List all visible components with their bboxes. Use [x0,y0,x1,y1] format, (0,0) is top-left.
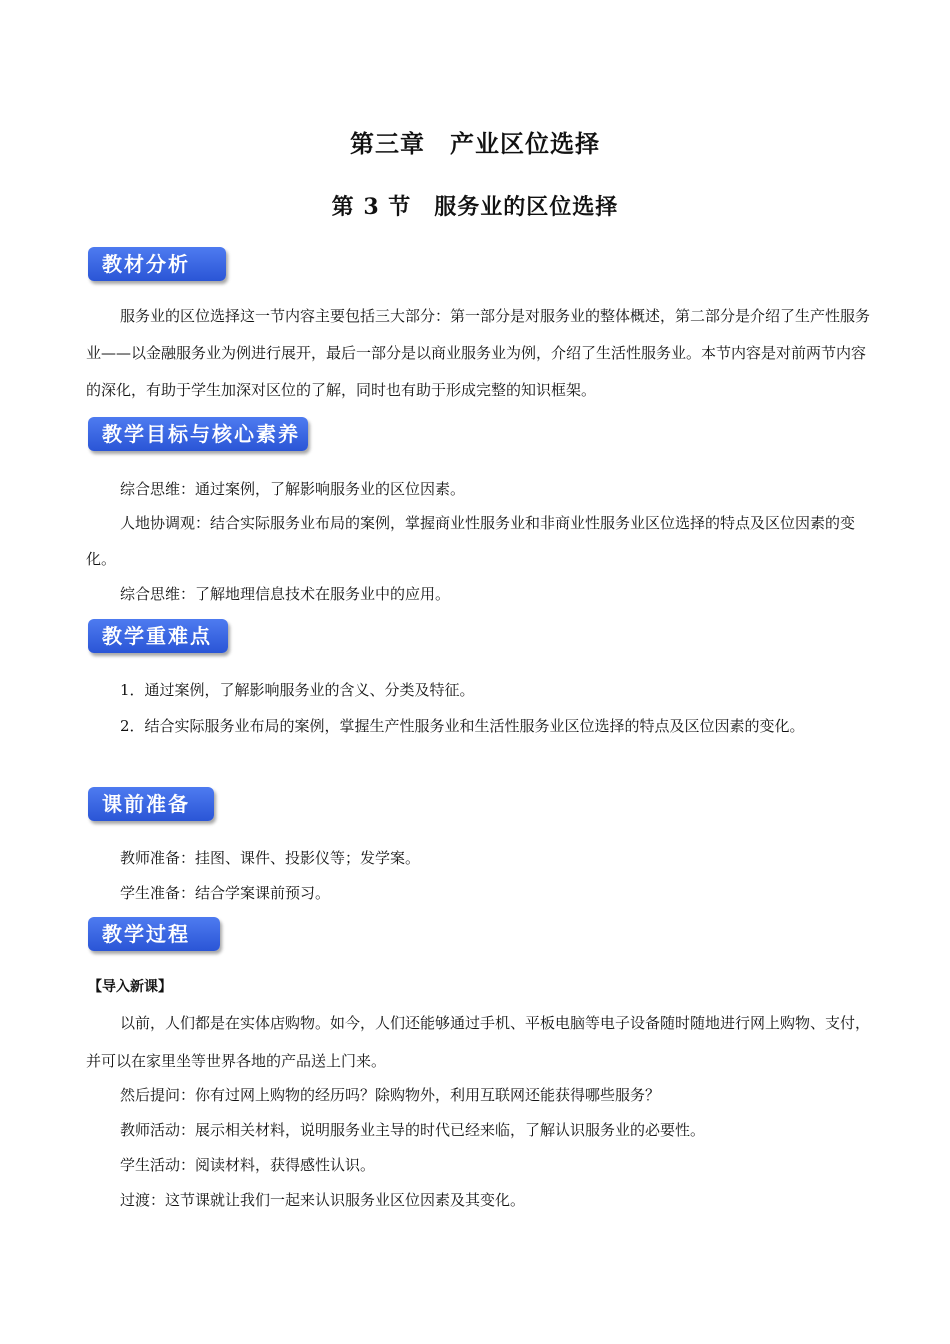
objective-item-2: 人地协调观：结合实际服务业布局的案例，掌握商业性服务业和非商业性服务业区位选择的特点及区位因素的变化。 [86,514,856,568]
process-paragraph-1: 以前，人们都是在实体店购物。如今，人们还能够通过手机、平板电脑等电子设备随时随地进行网上购物、支付，并可以在家里坐等世界各地的产品送上门来。 [86,1014,871,1070]
preparation-student: 学生准备：结合学案课前预习。 [120,884,331,902]
key-point-item-2: 2．结合实际服务业布局的案例，掌握生产性服务业和生活性服务业区位选择的特点及区位因素的变化。 [120,717,805,735]
heading-objectives-badge: 教学目标与核心素养 [88,417,308,451]
heading-key-points-badge: 教学重难点 [88,619,228,653]
chapter-title: 第三章 产业区位选择 [350,129,600,158]
objective-item-1: 综合思维：通过案例，了解影响服务业的区位因素。 [120,480,466,498]
preparation-teacher: 教师准备：挂图、课件、投影仪等；发学案。 [120,849,421,867]
heading-analysis-badge: 教材分析 [88,247,226,281]
objective-item-3: 综合思维：了解地理信息技术在服务业中的应用。 [120,585,451,603]
heading-preparation-badge: 课前准备 [88,787,214,821]
process-paragraph-5: 过渡：这节课就让我们一起来认识服务业区位因素及其变化。 [120,1191,526,1209]
process-paragraph-3: 教师活动：展示相关材料，说明服务业主导的时代已经来临，了解认识服务业的必要性。 [120,1121,706,1139]
key-point-item-1: 1．通过案例，了解影响服务业的含义、分类及特征。 [120,681,475,699]
analysis-paragraph: 服务业的区位选择这一节内容主要包括三大部分：第一部分是对服务业的整体概述，第二部分是介绍了生产性服务业——以金融服务业为例进行展开，最后一部分是以商业服务业为例，介绍了生活性服务业。本节内容是对前两节内容的深化，有助于学生加深对区位的了解，同时也有助于形成完整的知识框架。 [86,307,871,399]
section-title: 第 3 节 服务业的区位选择 [331,194,619,220]
heading-process-badge: 教学过程 [88,917,220,951]
process-sub-heading: 【导入新课】 [88,979,172,995]
process-paragraph-2: 然后提问：你有过网上购物的经历吗？除购物外，利用互联网还能获得哪些服务？ [120,1086,661,1104]
process-paragraph-4: 学生活动：阅读材料，获得感性认识。 [120,1156,376,1174]
